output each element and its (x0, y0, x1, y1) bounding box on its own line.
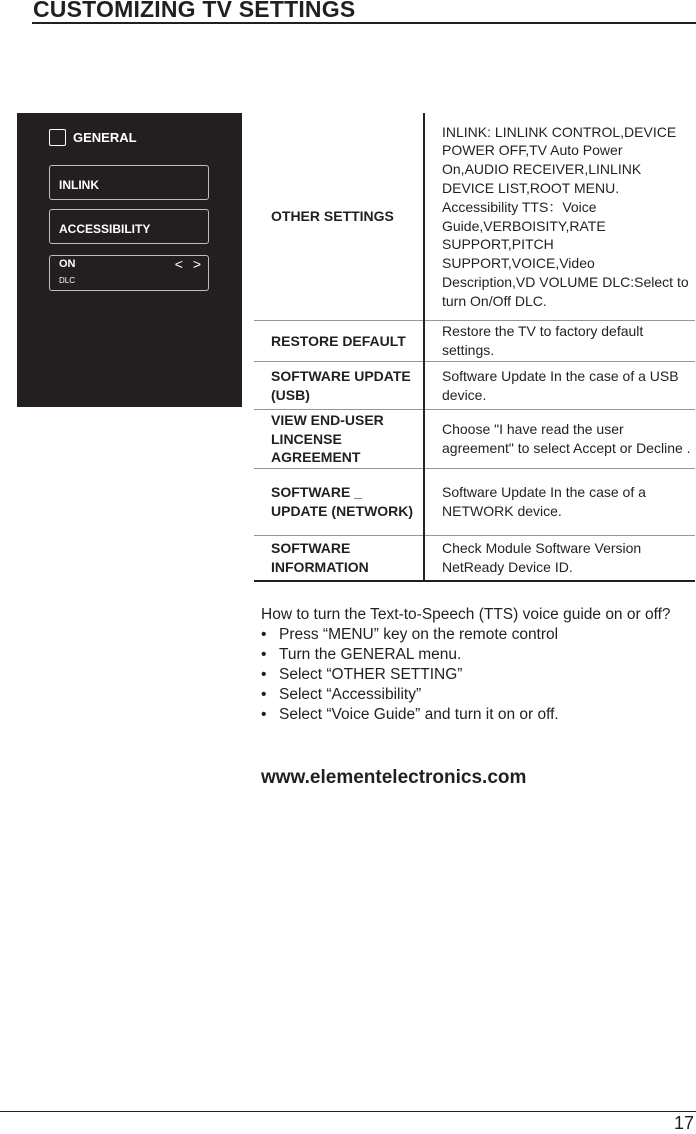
title-underline (32, 22, 696, 24)
table-row (254, 469, 695, 536)
checkbox-icon (49, 129, 66, 146)
tv-menu-item-label: ACCESSIBILITY (59, 222, 151, 236)
tts-guide-steps (261, 625, 691, 725)
list-item (261, 705, 691, 725)
list-item (261, 665, 691, 685)
setting-description: Software Update In the case of a NETWORK device. (424, 469, 695, 536)
tv-menu-item-label: INLINK (59, 178, 99, 192)
dlc-value: ON (59, 258, 76, 270)
setting-name: RESTORE DEFAULT (254, 321, 424, 362)
page-number: 17 (673, 1113, 694, 1133)
setting-description: Choose "I have read the user agreement" to select Accept or Decline . (424, 410, 695, 469)
bullet-icon: • (261, 666, 267, 683)
table-row (254, 362, 695, 410)
table-row (254, 410, 695, 469)
dlc-label: DLC (59, 276, 76, 285)
setting-name: SOFTWARE _ UPDATE (NETWORK) (254, 469, 424, 536)
setting-description: Software Update In the case of a USB device. (424, 362, 695, 410)
tv-menu-screenshot (17, 113, 242, 407)
table-row (254, 113, 695, 321)
tv-menu-item-accessibility (49, 209, 209, 244)
tv-menu-header: GENERAL (73, 130, 137, 145)
step-text: Select “Accessibility” (279, 686, 422, 703)
list-item (261, 645, 691, 665)
list-item (261, 685, 691, 705)
settings-table (254, 113, 695, 582)
bullet-icon: • (261, 706, 267, 723)
tts-guide (261, 605, 691, 725)
left-right-arrows-icon: < > (174, 256, 204, 272)
setting-name: VIEW END-USER LINCENSE AGREEMENT (254, 410, 424, 469)
page-title: CUSTOMIZING TV SETTINGS (33, 0, 356, 22)
tts-guide-intro: How to turn the Text-to-Speech (TTS) voice guide on or off? (261, 606, 671, 623)
step-text: Press “MENU” key on the remote control (279, 626, 559, 643)
setting-name: OTHER SETTINGS (254, 113, 424, 321)
bullet-icon: • (261, 646, 267, 663)
tv-menu-item-inlink (49, 165, 209, 200)
bullet-icon: • (261, 626, 267, 643)
setting-description: Check Module Software Version NetReady Device ID. (424, 536, 695, 582)
bullet-icon: • (261, 686, 267, 703)
step-text: Select “Voice Guide” and turn it on or off. (279, 706, 559, 723)
table-row (254, 536, 695, 582)
setting-description: INLINK: LINLINK CONTROL,DEVICE POWER OFF,TV Auto Power On,AUDIO RECEIVER,LINLINK DEVICE LIST,ROOT MENU. Accessibility TTS：Voice Guide,VERBOISITY,RATE SUPPORT,PITCH SUPPORT,VOICE,Video Description,VD VOLUME DLC:Select to turn On/Off DLC. (424, 113, 695, 321)
list-item (261, 625, 691, 645)
setting-name: SOFTWARE UPDATE (USB) (254, 362, 424, 410)
setting-description: Restore the TV to factory default settings. (424, 321, 695, 362)
tv-menu-item-dlc (49, 255, 209, 291)
table-row (254, 321, 695, 362)
website-link[interactable]: www.elementelectronics.com (261, 767, 527, 788)
step-text: Select “OTHER SETTING” (279, 666, 463, 683)
setting-name: SOFTWARE INFORMATION (254, 536, 424, 582)
step-text: Turn the GENERAL menu. (279, 646, 462, 663)
footer-divider (0, 1111, 696, 1112)
